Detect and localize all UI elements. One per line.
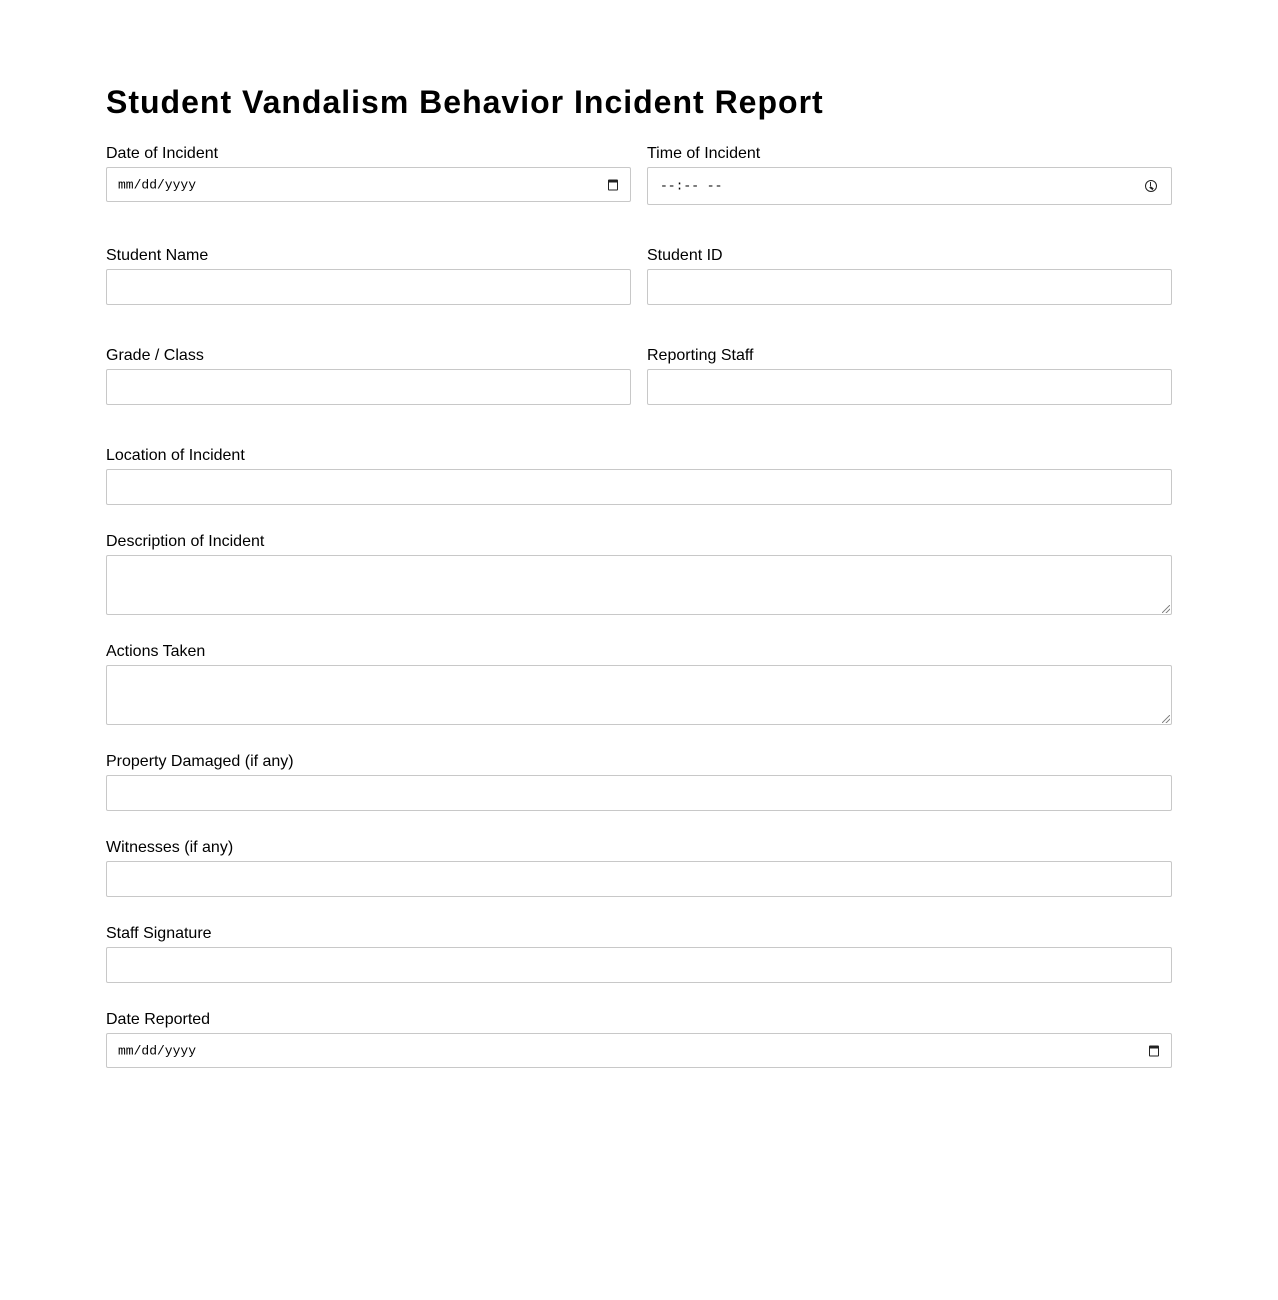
field-staff-signature <box>106 925 1172 983</box>
actions-taken-textarea[interactable] <box>106 665 1172 725</box>
witnesses-label: Witnesses (if any) <box>106 839 234 856</box>
student-id-label: Student ID <box>647 247 723 264</box>
date-reported-input[interactable] <box>106 1033 1172 1068</box>
resize-grip-icon[interactable] <box>1162 715 1170 723</box>
date-placeholder: mm/dd/yyyy <box>118 177 197 192</box>
field-reporting-staff <box>647 347 1172 405</box>
location-input[interactable] <box>106 469 1172 505</box>
property-damaged-label: Property Damaged (if any) <box>106 753 294 770</box>
time-of-incident-label: Time of Incident <box>647 145 761 162</box>
field-location <box>106 447 1172 505</box>
reporting-staff-label: Reporting Staff <box>647 347 754 364</box>
description-label: Description of Incident <box>106 533 265 550</box>
grade-class-label: Grade / Class <box>106 347 204 364</box>
field-property-damaged <box>106 753 1172 811</box>
date-reported-label: Date Reported <box>106 1011 211 1028</box>
actions-taken-label: Actions Taken <box>106 643 206 660</box>
field-grade-class <box>106 347 631 405</box>
date-placeholder: mm/dd/yyyy <box>118 1043 197 1058</box>
page-title: Student Vandalism Behavior Incident Report <box>106 84 824 120</box>
student-id-input[interactable] <box>647 269 1172 305</box>
description-textarea[interactable] <box>106 555 1172 615</box>
field-date-of-incident <box>106 145 631 205</box>
resize-grip-icon[interactable] <box>1162 605 1170 613</box>
location-label: Location of Incident <box>106 447 245 464</box>
staff-signature-label: Staff Signature <box>106 925 212 942</box>
field-witnesses <box>106 839 1172 897</box>
reporting-staff-input[interactable] <box>647 369 1172 405</box>
time-of-incident-input[interactable] <box>647 167 1172 205</box>
field-date-reported <box>106 1011 1172 1068</box>
date-of-incident-input[interactable] <box>106 167 631 202</box>
field-student-id <box>647 247 1172 305</box>
property-damaged-input[interactable] <box>106 775 1172 811</box>
field-actions-taken <box>106 643 1172 725</box>
student-name-label: Student Name <box>106 247 209 264</box>
witnesses-input[interactable] <box>106 861 1172 897</box>
calendar-icon[interactable] <box>1149 1045 1159 1056</box>
field-time-of-incident <box>647 145 1172 205</box>
student-name-input[interactable] <box>106 269 631 305</box>
clock-icon[interactable] <box>1145 180 1157 192</box>
field-description <box>106 533 1172 615</box>
grade-class-input[interactable] <box>106 369 631 405</box>
staff-signature-input[interactable] <box>106 947 1172 983</box>
time-placeholder: --:-- -- <box>660 178 723 194</box>
field-student-name <box>106 247 631 305</box>
calendar-icon[interactable] <box>608 179 618 190</box>
date-of-incident-label: Date of Incident <box>106 145 219 162</box>
